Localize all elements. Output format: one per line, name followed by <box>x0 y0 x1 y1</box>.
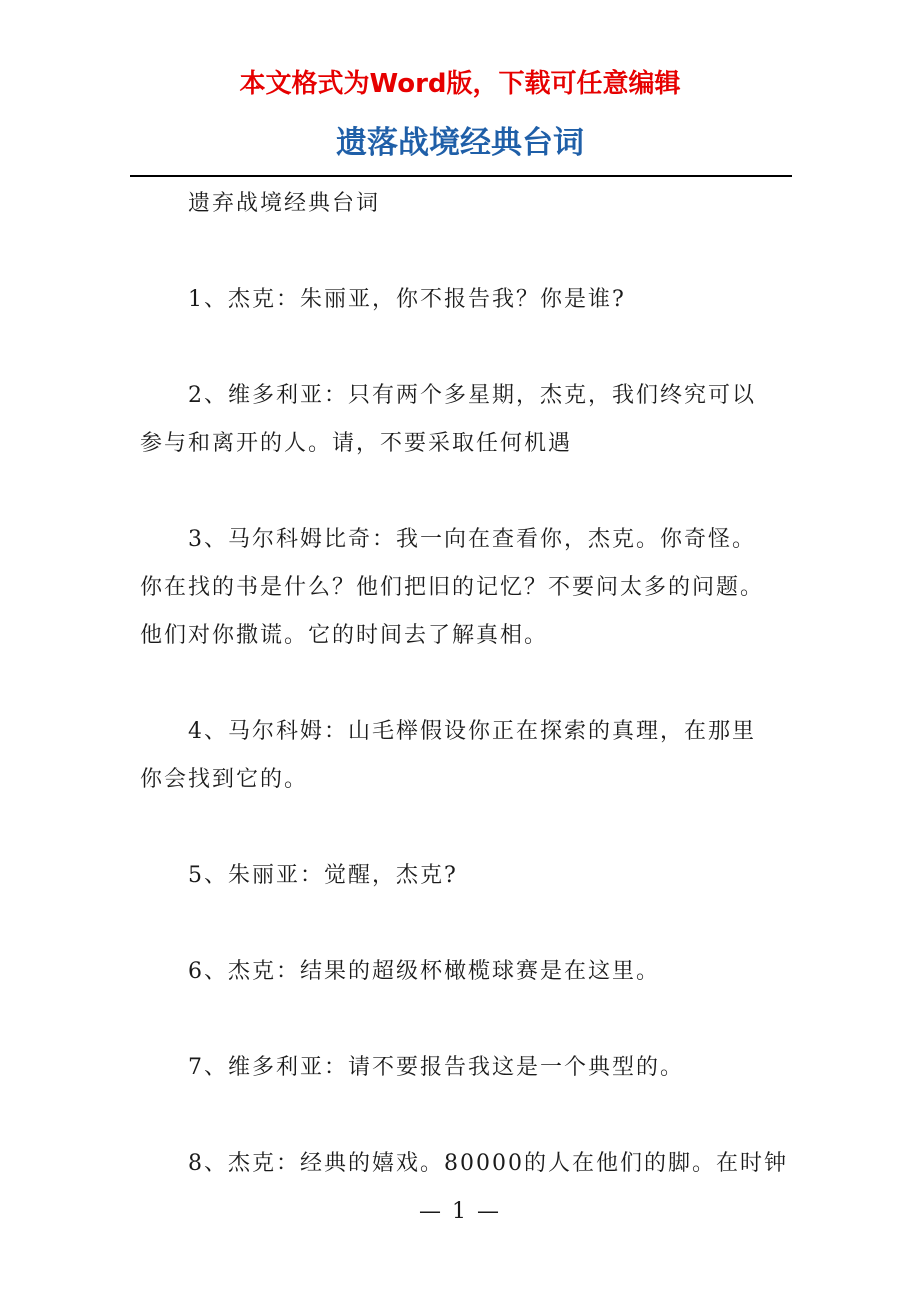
paragraph-quote-3: 3、马尔科姆比奇：我一向在查看你，杰克。你奇怪。 你在找的书是什么？他们把旧的记忆？不要问太多的问题。 他们对你撒谎。它的时间去了解真相。 <box>140 527 765 648</box>
paragraph-quote-4: 4、马尔科姆：山毛榉假设你正在探索的真理，在那里 你会找到它的。 <box>140 719 756 792</box>
paragraph-quote-2: 2、维多利亚：只有两个多星期，杰克，我们终究可以 参与和离开的人。请，不要采取任何机遇 <box>140 383 756 456</box>
download-banner: 本文格式为Word版，下载可任意编辑 <box>239 69 681 99</box>
paragraph-quote-8: 8、杰克：经典的嬉戏。80000的人在他们的脚。在时钟 <box>188 1151 788 1176</box>
page-number: — 1 — <box>419 1199 501 1224</box>
paragraph-quote-6: 6、杰克：结果的超级杯橄榄球赛是在这里。 <box>188 959 660 984</box>
paragraph-quote-1: 1、杰克：朱丽亚，你不报告我？你是谁? <box>188 287 626 312</box>
document-body <box>140 180 800 1188</box>
document-title: 遗落战境经典台词 <box>336 125 584 161</box>
paragraph-subtitle: 遗弃战境经典台词 <box>188 191 381 216</box>
title-divider <box>130 175 792 177</box>
paragraph-quote-5: 5、朱丽亚：觉醒，杰克? <box>188 863 458 888</box>
paragraph-quote-7: 7、维多利亚：请不要报告我这是一个典型的。 <box>188 1055 684 1080</box>
